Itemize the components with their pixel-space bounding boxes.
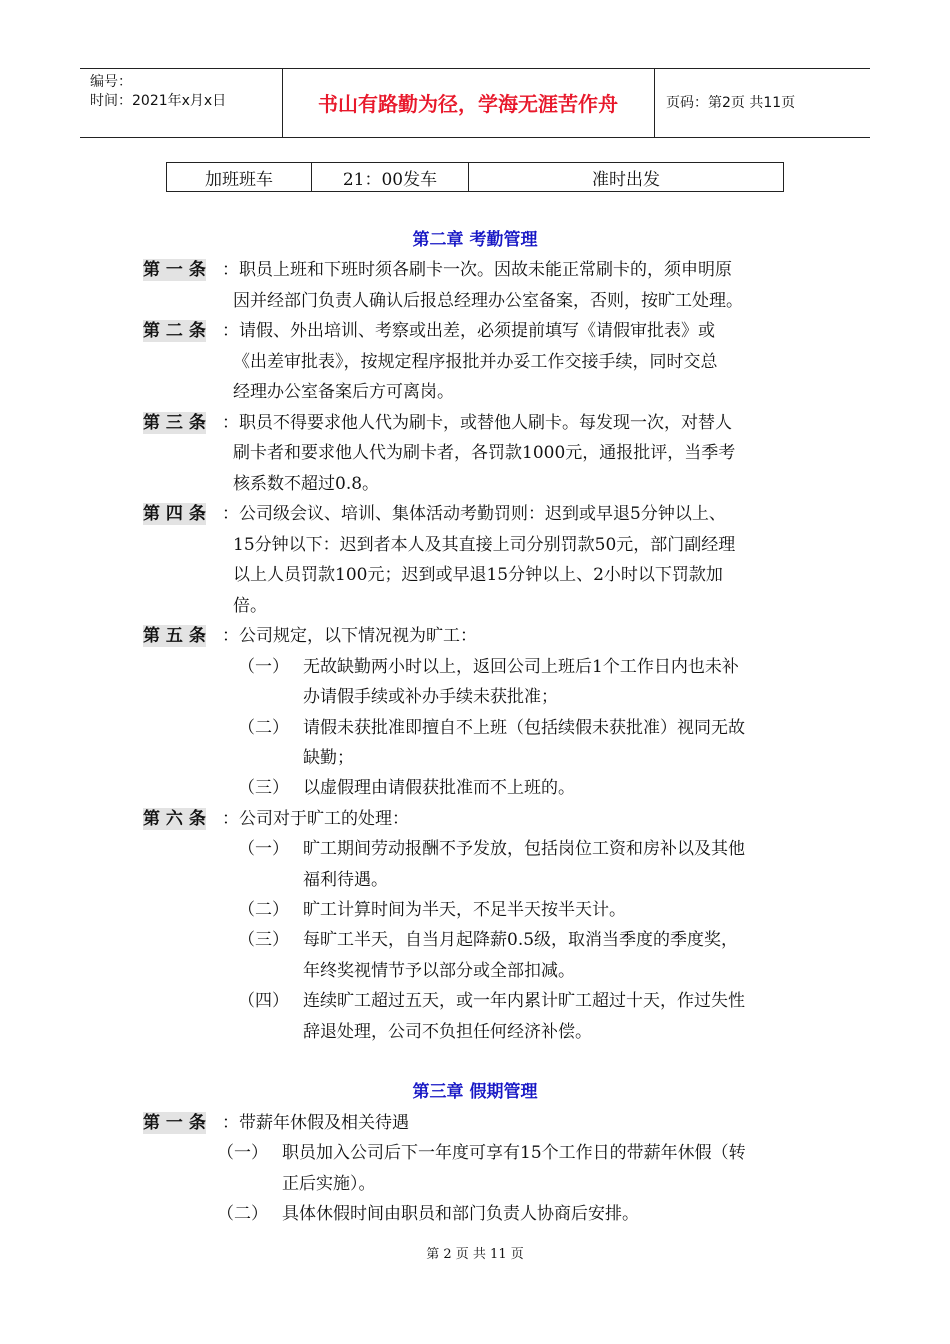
article-text: ：公司规定，以下情况视为旷工： — [222, 626, 477, 646]
article-text: ：公司级会议、培训、集体活动考勤罚则：迟到或早退5分钟以上、 — [222, 504, 726, 524]
chapter-title: 第三章 假期管理 — [412, 1082, 538, 1102]
article-text: 经理办公室备案后方可离岗。 — [233, 382, 454, 402]
shuttle-bus-table — [166, 162, 784, 192]
article-text: 核系数不超过0.8。 — [233, 474, 380, 494]
header-motto: 书山有路勤为径，学海无涯苦作舟 — [318, 92, 618, 116]
item-number: （三） — [238, 778, 289, 798]
article-text: ：带薪年休假及相关待遇 — [222, 1113, 409, 1133]
item-number: （一） — [217, 1143, 268, 1163]
article-label: 第 三 条 — [143, 413, 206, 433]
article-text: 倍。 — [233, 596, 267, 616]
article-label: 第 一 条 — [143, 1113, 206, 1133]
item-number: （三） — [238, 930, 289, 950]
item-text: 具体休假时间由职员和部门负责人协商后安排。 — [282, 1204, 639, 1224]
header-page-info: 页码：第2页 共11页 — [666, 95, 796, 111]
article-text: ：职员不得要求他人代为刷卡，或替他人刷卡。每发现一次，对替人 — [222, 413, 732, 433]
article-label: 第 四 条 — [143, 504, 206, 524]
item-text: 请假未获批准即擅自不上班（包括续假未获批准）视同无故 — [303, 718, 745, 738]
table-cell: 21：00发车 — [312, 163, 469, 192]
article-label: 第 二 条 — [143, 321, 206, 341]
item-number: （二） — [238, 718, 289, 738]
item-text: 正后实施）。 — [282, 1174, 376, 1194]
article-label: 第 一 条 — [143, 260, 206, 280]
page-header — [80, 68, 870, 138]
document-number-label: 编号： — [90, 74, 132, 90]
article-label: 第 六 条 — [143, 809, 206, 829]
article-text: ：请假、外出培训、考察或出差，必须提前填写《请假审批表》或 — [222, 321, 715, 341]
article-text: ：职员上班和下班时须各刷卡一次。因故未能正常刷卡的，须申明原 — [222, 260, 732, 280]
item-text: 连续旷工超过五天，或一年内累计旷工超过十天，作过失性 — [303, 991, 745, 1011]
article-label: 第 五 条 — [143, 626, 206, 646]
item-text: 旷工期间劳动报酬不予发放，包括岗位工资和房补以及其他 — [303, 839, 745, 859]
table-cell: 加班班车 — [167, 163, 312, 192]
item-text: 缺勤； — [303, 748, 354, 768]
item-text: 年终奖视情节予以部分或全部扣减。 — [303, 961, 575, 981]
header-divider — [654, 69, 655, 137]
item-number: （一） — [238, 657, 289, 677]
item-text: 职员加入公司后下一年度可享有15个工作日的带薪年休假（转 — [282, 1143, 746, 1163]
item-text: 以虚假理由请假获批准而不上班的。 — [303, 778, 575, 798]
article-text: 《出差审批表》，按规定程序报批并办妥工作交接手续，同时交总 — [233, 352, 718, 372]
item-text: 办请假手续或补办手续未获批准； — [303, 687, 558, 707]
document-time-label: 时间：2021年x月x日 — [90, 93, 227, 109]
item-number: （二） — [217, 1204, 268, 1224]
chapter-title: 第二章 考勤管理 — [412, 230, 538, 250]
table-cell: 准时出发 — [469, 163, 784, 192]
article-text: 15分钟以下：迟到者本人及其直接上司分别罚款50元，部门副经理 — [233, 535, 736, 555]
article-text: 刷卡者和要求他人代为刷卡者，各罚款1000元，通报批评，当季考 — [233, 443, 736, 463]
item-text: 辞退处理，公司不负担任何经济补偿。 — [303, 1022, 592, 1042]
article-text: 因并经部门负责人确认后报总经理办公室备案，否则，按旷工处理。 — [233, 291, 743, 311]
item-text: 福利待遇。 — [303, 870, 388, 890]
item-text: 旷工计算时间为半天，不足半天按半天计。 — [303, 900, 626, 920]
header-meta-cell — [80, 69, 282, 137]
page-footer: 第 2 页 共 11 页 — [426, 1247, 524, 1262]
item-number: （二） — [238, 900, 289, 920]
item-text: 无故缺勤两小时以上，返回公司上班后1个工作日内也未补 — [303, 657, 739, 677]
item-text: 每旷工半天，自当月起降薪0.5级，取消当季度的季度奖， — [303, 930, 739, 950]
article-text: 以上人员罚款100元；迟到或早退15分钟以上、2小时以下罚款加 — [233, 565, 723, 585]
article-text: ：公司对于旷工的处理： — [222, 809, 409, 829]
table-row — [167, 163, 784, 192]
item-number: （一） — [238, 839, 289, 859]
item-number: （四） — [238, 991, 289, 1011]
